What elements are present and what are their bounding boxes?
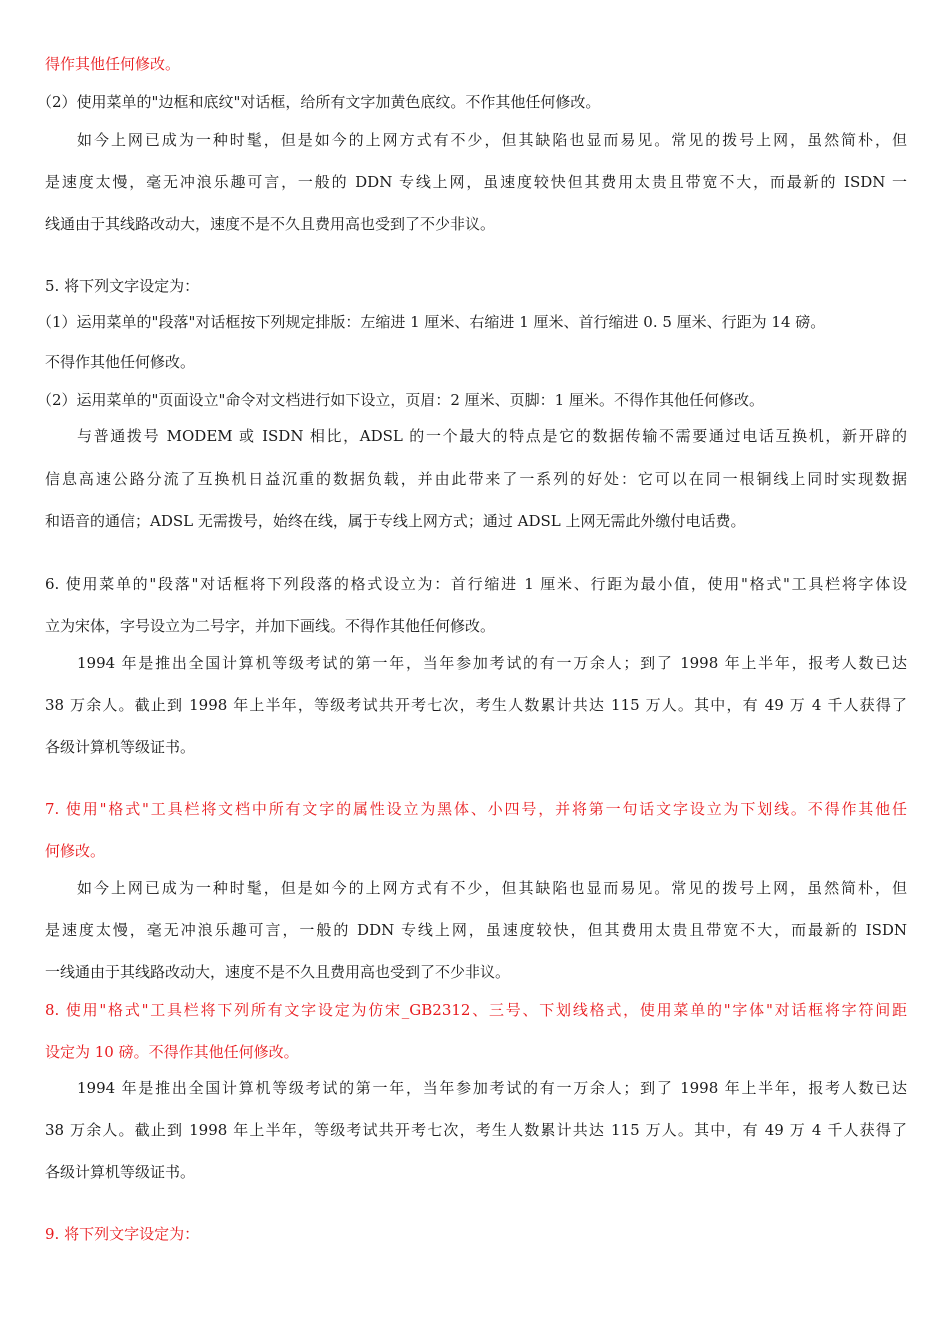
sub-instruction: （2）运用菜单的"页面设立"命令对文档进行如下设立，页眉：2 厘米、页脚：1 厘米。不得作其他任何修改。 — [37, 391, 764, 409]
body-paragraph-line: 如今上网已成为一种时髦，但是如今的上网方式有不少，但其缺陷也显而易见。常见的拨号上网，虽然简朴，但 — [77, 131, 907, 149]
body-paragraph-line: 各级计算机等级证书。 — [45, 738, 196, 756]
body-paragraph-line: 信息高速公路分流了互换机日益沉重的数据负载，并由此带来了一系列的好处：它可以在同一根铜线上同时实现数据 — [45, 470, 907, 488]
body-paragraph-line: 1994 年是推出全国计算机等级考试的第一年，当年参加考试的有一万余人；到了 1998 年上半年，报考人数已达 — [77, 1079, 907, 1097]
body-paragraph-line: 1994 年是推出全国计算机等级考试的第一年，当年参加考试的有一万余人；到了 1998 年上半年，报考人数已达 — [77, 654, 907, 672]
sub-instruction: （2）使用菜单的"边框和底纹"对话框，给所有文字加黄色底纹。不作其他任何修改。 — [37, 93, 601, 111]
question-heading-7: 7. 使用"格式"工具栏将文档中所有文字的属性设立为黑体、小四号，并将第一句话文字设立为下划线。不得作其他任 — [45, 800, 907, 818]
body-paragraph-line: 是速度太慢，毫无冲浪乐趣可言，一般的 DDN 专线上网，虽速度较快，但其费用太贵且带宽不大，而最新的 ISDN — [45, 921, 907, 939]
body-paragraph-line: 如今上网已成为一种时髦，但是如今的上网方式有不少，但其缺陷也显而易见。常见的拨号上网，虽然简朴，但 — [77, 879, 907, 897]
body-paragraph-line: 和语音的通信；ADSL 无需拨号，始终在线，属于专线上网方式；通过 ADSL 上网无需此外缴付电话费。 — [45, 512, 746, 530]
body-paragraph-line: 38 万余人。截止到 1998 年上半年，等级考试共开考七次，考生人数累计共达 115 万人。其中，有 49 万 4 千人获得了 — [45, 696, 907, 714]
body-paragraph-line: 是速度太慢，毫无冲浪乐趣可言，一般的 DDN 专线上网，虽速度较快但其费用太贵且带宽不大，而最新的 ISDN 一 — [45, 173, 907, 191]
sub-instruction-continuation: 不得作其他任何修改。 — [45, 353, 196, 371]
body-paragraph-line: 线通由于其线路改动大，速度不是不久且费用高也受到了不少非议。 — [45, 215, 496, 233]
question-heading-6: 6. 使用菜单的"段落"对话框将下列段落的格式设立为：首行缩进 1 厘米、行距为最小值，使用"格式"工具栏将字体设 — [45, 575, 907, 593]
body-paragraph-line: 与普通拨号 MODEM 或 ISDN 相比，ADSL 的一个最大的特点是它的数据传输不需要通过电话互换机，新开辟的 — [77, 427, 907, 445]
body-paragraph-line: 38 万余人。截止到 1998 年上半年，等级考试共开考七次，考生人数累计共达 115 万人。其中，有 49 万 4 千人获得了 — [45, 1121, 907, 1139]
question-heading-6-continuation: 立为宋体，字号设立为二号字，并加下画线。不得作其他任何修改。 — [45, 617, 496, 635]
question-heading-5: 5. 将下列文字设定为： — [45, 277, 200, 295]
question-heading-7-continuation: 何修改。 — [45, 842, 106, 860]
body-paragraph-line: 各级计算机等级证书。 — [45, 1163, 196, 1181]
question-heading-9: 9. 将下列文字设定为： — [45, 1225, 200, 1243]
body-paragraph-line: 一线通由于其线路改动大，速度不是不久且费用高也受到了不少非议。 — [45, 963, 511, 981]
question-heading-8-continuation: 设定为 10 磅。不得作其他任何修改。 — [45, 1043, 299, 1061]
sub-instruction: （1）运用菜单的"段落"对话框按下列规定排版：左缩进 1 厘米、右缩进 1 厘米、首行缩进 0. 5 厘米、行距为 14 磅。 — [37, 313, 826, 331]
instruction-continuation: 得作其他任何修改。 — [45, 55, 181, 73]
question-heading-8: 8. 使用"格式"工具栏将下列所有文字设定为仿宋_GB2312、三号、下划线格式，使用菜单的"字体"对话框将字符间距 — [45, 1001, 907, 1019]
